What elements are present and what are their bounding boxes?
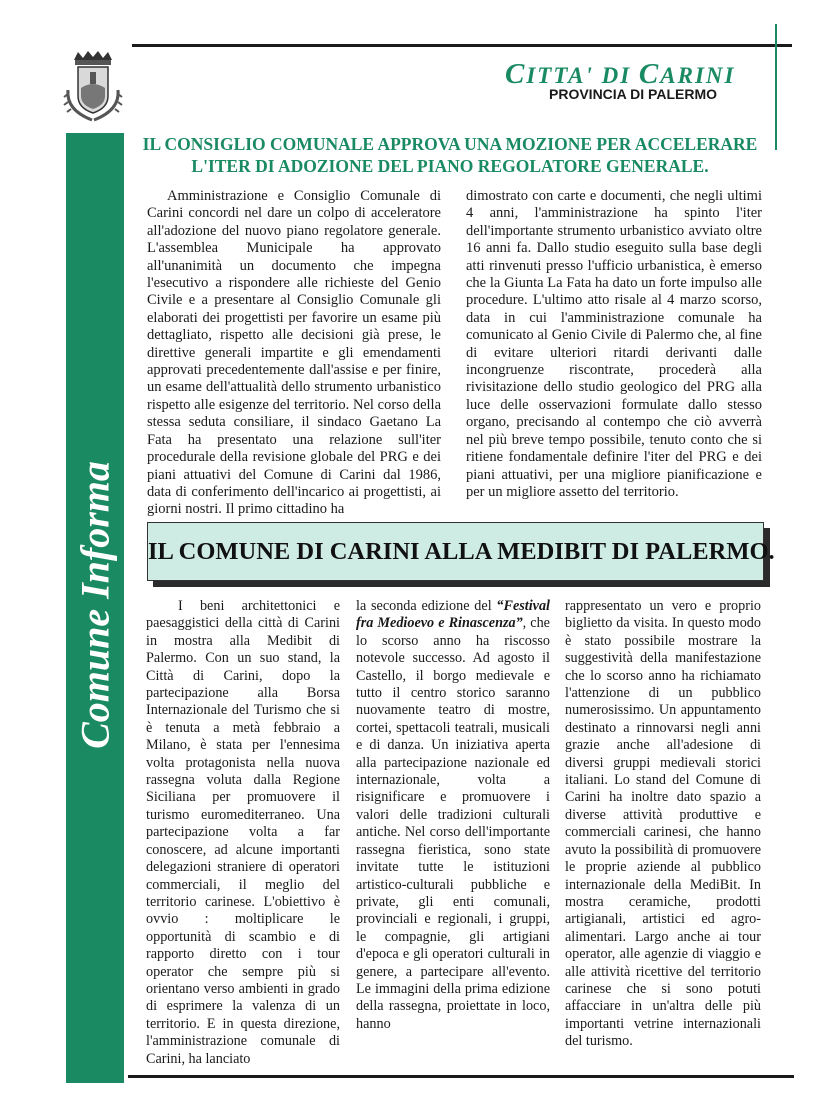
article2-headline-banner <box>147 522 775 581</box>
festival-name: “Festival fra Medioevo e Rinascenza” <box>356 598 550 632</box>
article2-col2-text: la seconda edizione del “Festival fra Medioevo e Rinascenza”, che lo scorso anno ha riscosso notevole successo. Ad agosto il Castello, il borgo medievale e tutto il centro storico saranno nuovamente teatro di mostre, cortei, spettacoli teatrali, musicali e di danza. Un iniziativa aperta alla partecipazione nazionale ed internazionale, volta a risignificare e promuovere i valori delle tradizioni culturali antiche. Nel corso dell'importante rassegna fieristica, sono state invitate tutte le istituzioni artistico-culturali pubbliche e private, gli enti comunali, provinciali e regionali, i gruppi, le compagnie, gli artigiani d'epoca e gli operatori culturali in genere, a partecipare all'evento. Le immagini della prima edizione della rassegna, proiettate in loco, hanno <box>356 598 550 1032</box>
article2-column-2 <box>356 598 550 1033</box>
article1-column-2 <box>466 188 762 501</box>
city-title: CITTA' DI CARINI <box>505 58 736 90</box>
province-label: PROVINCIA DI PALERMO <box>549 86 718 102</box>
top-rule <box>132 44 792 47</box>
article2-column-1 <box>146 598 340 1068</box>
article2-column-3 <box>565 598 761 1051</box>
bottom-rule <box>128 1075 794 1078</box>
article2-headline: IL COMUNE DI CARINI ALLA MEDIBIT DI PALERMO. <box>148 538 775 565</box>
article1-headline-line2: L'ITER DI ADOZIONE DEL PIANO REGOLATORE GENERALE. <box>191 156 709 176</box>
article1-col2-text: dimostrato con carte e documenti, che negli ultimi 4 anni, l'amministrazione ha spinto l'iter dell'importante strumento urbanistico avviato oltre 16 anni fa. Dallo studio eseguito sulla base degli atti rinvenuti presso l'ufficio urbanistica, è emerso che la Giunta La Fata ha dato un forte impulso alle procedure. L'ultimo atto risale al 4 marzo scorso, data in cui l'amministrazione comunale ha comunicato al Genio Civile di Palermo che, al fine di evitare ulteriori ritardi derivanti dalle incongruenze riscontrate, procederà alla rivisitazione dello studio geologico del PRG alla luce delle osservazioni formulate dallo stesso organo, precisando al contempo che ciò avverrà nel più breve tempo possibile, tenuto conto che si ritiene fondamentale definire l'iter del PRG e dei piani attuativi, per una migliore pianificazione e per un migliore assetto del territorio. <box>466 188 762 500</box>
article1-headline-line1: IL CONSIGLIO COMUNALE APPROVA UNA MOZIONE PER ACCELERARE <box>142 134 758 154</box>
sidebar-title: Comune Informa <box>72 461 118 749</box>
header-vertical-rule <box>775 24 777 150</box>
article1-column-1 <box>147 188 441 519</box>
article2-col1-text: I beni architettonici e paesaggistici della città di Carini in mostra alla Medibit di Palermo. Con un suo stand, la Città di Carini, dopo la partecipazione alla Borsa Internazionale del Turismo che si è tenuta a metà febbraio a Milano, è stata per l'ennesima volta protagonista nella nuova rassegna voluta dalla Regione Siciliana per promuovere il turismo euromediterraneo. Una partecipazione volta a far conoscere, ad alcune importanti delegazioni straniere di operatori commerciali, il meglio del territorio carinese. L'obiettivo è ovvio : moltiplicare le opportunità di scambio e di rapporto diretto con i tour operator che sempre più si orientano verso ambienti in grado di esprimere la valenza di un territorio. E in questa direzione, l'amministrazione comunale di Carini, ha lanciato <box>146 598 340 1067</box>
article2-col3-text: rappresentato un vero e proprio biglietto da visita. In questo modo è stato possibile mostrare la suggestività della manifestazione che lo scorso anno ha richiamato l'attenzione di un pubblico numerosissimo. Un appuntamento destinato a rinnovarsi negli anni grazie anche all'adesione di diversi gruppi medievali storici italiani. Lo stand del Comune di Carini ha inoltre dato spazio a diverse attività produttive e commerciali carinesi, che hanno avuto la possibilità di promuovere le proprie aziende al pubblico internazionale della MediBit. In mostra ceramiche, prodotti artigianali, artistici ed agro-alimentari. Largo anche ai tour operator, alle agenzie di viaggio e alle attività ricettive del territorio carinese che si sono potuti affacciare in un'altra delle più importanti vetrine internazionali del turismo. <box>565 598 761 1050</box>
article1-headline <box>140 133 760 177</box>
municipal-crest-icon <box>62 50 124 126</box>
article1-col1-text: Amministrazione e Consiglio Comunale di Carini concordi nel dare un colpo di acceleratore all'adozione del nuovo piano regolatore generale. L'assemblea Municipale ha approvato all'unanimità un documento che impegna l'esecutivo a rispondere alle richieste del Genio Civile e a presentare al Consiglio Comunale gli elaborati dei progettisti per favorire un esame più dettagliato, rispetto alle decisioni già prese, le direttive generali impartite e gli emendamenti approvati precedentemente dall'assise e per finire, un esame dell'attualità dello strumento urbanistico rispetto alle esigenze del territorio. Nel corso della stessa seduta consiliare, il sindaco Gaetano La Fata ha presentato una relazione sull'iter procedurale della revisione globale del PRG e dei piani attuativi del Comune di Carini dal 1986, data di conferimento dell'incarico ai progettisti, ai giorni nostri. Il primo cittadino ha <box>147 188 441 518</box>
